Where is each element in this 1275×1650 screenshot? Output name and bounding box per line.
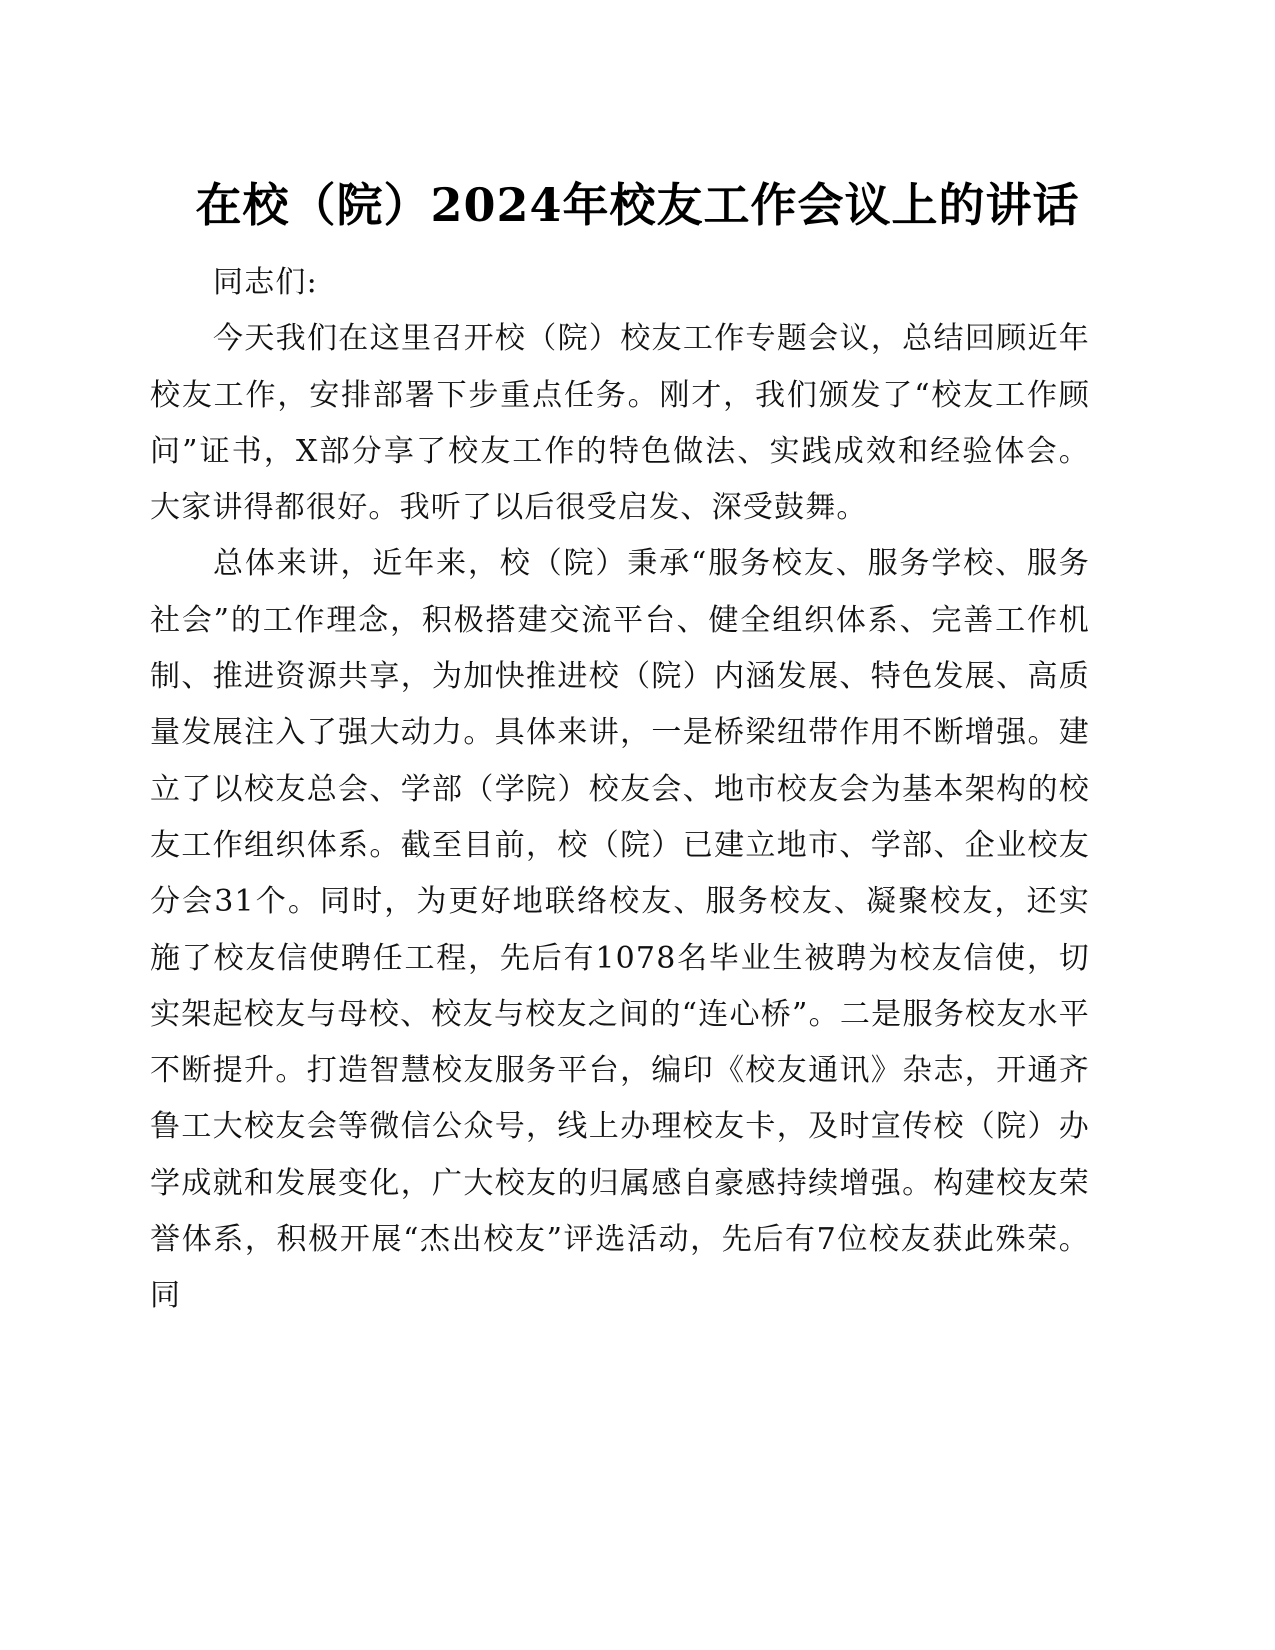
body-paragraph: 今天我们在这里召开校（院）校友工作专题会议，总结回顾近年校友工作，安排部署下步重点任务。刚才，我们颁发了“校友工作顾问”证书，X部分享了校友工作的特色做法、实践成效和经验体会。大家讲得都很好。我听了以后很受启发、深受鼓舞。: [150, 321, 1090, 526]
document-body: [150, 255, 1090, 1325]
document-title: 在校（院）2024年校友工作会议上的讲话: [195, 178, 1080, 232]
salutation-paragraph: 同志们:: [213, 265, 318, 300]
body-paragraph: 总体来讲，近年来，校（院）秉承“服务校友、服务学校、服务社会”的工作理念，积极搭建交流平台、健全组织体系、完善工作机制、推进资源共享，为加快推进校（院）内涵发展、特色发展、高质量发展注入了强大动力。具体来讲，一是桥梁纽带作用不断增强。建立了以校友总会、学部（学院）校友会、地市校友会为基本架构的校友工作组织体系。截至目前，校（院）已建立地市、学部、企业校友分会31个。同时，为更好地联络校友、服务校友、凝聚校友，还实施了校友信使聘任工程，先后有1078名毕业生被聘为校友信使，切实架起校友与母校、校友与校友之间的“连心桥”。二是服务校友水平不断提升。打造智慧校友服务平台，编印《校友通讯》杂志，开通齐鲁工大校友会等微信公众号，线上办理校友卡，及时宣传校（院）办学成就和发展变化，广大校友的归属感自豪感持续增强。构建校友荣誉体系，积极开展“杰出校友”评选活动，先后有7位校友获此殊荣。同: [150, 546, 1090, 1314]
